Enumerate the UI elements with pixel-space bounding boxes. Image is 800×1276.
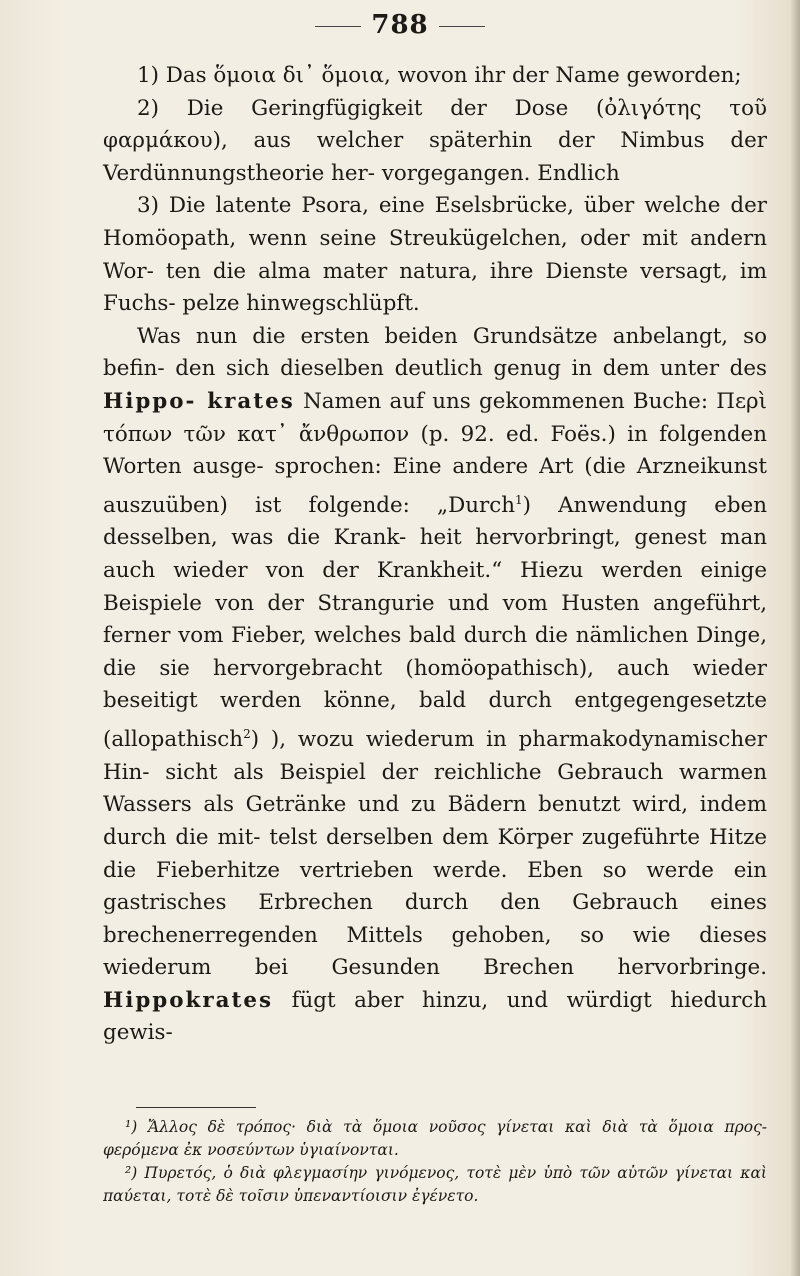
footnote-1: ¹) Ἄλλος δὲ τρόπος· διὰ τὰ ὅμοια νοῦσος γίνεται καὶ διὰ τὰ ὅμοια προς- φερόμενα ἐκ νοσεύντων ὑγιαίνονται. [103, 1118, 767, 1159]
footnote-2: ²) Πυρετός, ὁ διὰ φλεγμασίην γινόμενος, τοτὲ μὲν ὑπὸ τῶν αὐτῶν γίνεται καὶ παύεται, τοτὲ δὲ τοῖσιν ὑπεναντίοισιν ἐγένετο. [103, 1164, 767, 1205]
paragraph-hippocrates [103, 321, 767, 1050]
list-item-2: 2) Die Geringfügigkeit der Dose (ὀλιγότης τοῦ φαρμάκου), aus welcher späterhin der Nimbus der Verdünnungstheorie her- vorgegangen. Endlich [103, 95, 767, 186]
page-number [0, 10, 800, 40]
footnotes [103, 1116, 767, 1208]
paragraph-text-4: ) ), wozu wiederum in pharmakodynamischer Hin- sicht als Beispiel der reichliche Gebrauch warmen Wassers als Getränke und zu Bädern benutzt wird, indem durch die mit- telst derselben dem Körper zugeführte Hitze die Fieberhitze vertrieben werde. Eben so werde ein gastrisches Erbrechen durch den Gebrauch eines brechenerregenden Mittels gehoben, so wie dieses wiederum bei Gesunden Brechen hervorbringe. [103, 727, 767, 981]
main-text [103, 60, 767, 1050]
footnote-ref-1: 1 [515, 492, 523, 507]
paragraph-text-3: ) Anwendung eben desselben, was die Krank- heit hervorbringt, genest man auch wieder von der Krankheit.“ Hiezu werden einige Beispiele von der Strangurie und vom Husten angeführt, ferner vom Fieber, welches bald durch die nämlichen Dinge, die sie hervorgebracht (homöopathisch), auch wieder beseitigt werden könne, bald durch entgegengesetzte (allopathisch [103, 492, 767, 753]
paragraph-text-1: Was nun die ersten beiden Grundsätze anbelangt, so befin- den sich dieselben deutlich genug in dem unter des [103, 323, 767, 382]
paragraph-text-5: fügt aber hinzu, und würdigt hiedurch gewis- [103, 987, 767, 1046]
footnote-ref-2: 2 [243, 727, 251, 741]
page-number-value: 788 [371, 10, 429, 40]
footnote-divider [136, 1107, 256, 1108]
page-number-dash-left [315, 26, 361, 27]
list-item-3: 3) Die latente Psora, eine Eselsbrücke, über welche der Homöopath, wenn seine Streukügelchen, oder mit andern Wor- ten die alma mater natura, ihre Dienste versagt, im Fuchs- pelze hinwegschlüpft. [103, 193, 767, 317]
page-edge-shadow [790, 0, 800, 1276]
paragraph-text-2: Namen auf uns gekommenen Buche: Περὶ τόπων τῶν κατ᾽ ἄνθρωπον (p. 92. ed. Foës.) in folgenden Worten ausge- sprochen: Eine andere Art (die Arzneikunst auszuüben) ist folgende: „Durch [103, 388, 767, 518]
author-name-hippokrates: Hippo- krates [103, 388, 295, 414]
list-item-1: 1) Das ὅμοια δι᾽ ὅμοια, wovon ihr der Name geworden; [137, 63, 742, 88]
author-name-hippokrates-2: Hippokrates [103, 987, 274, 1013]
page-number-dash-right [439, 26, 485, 27]
